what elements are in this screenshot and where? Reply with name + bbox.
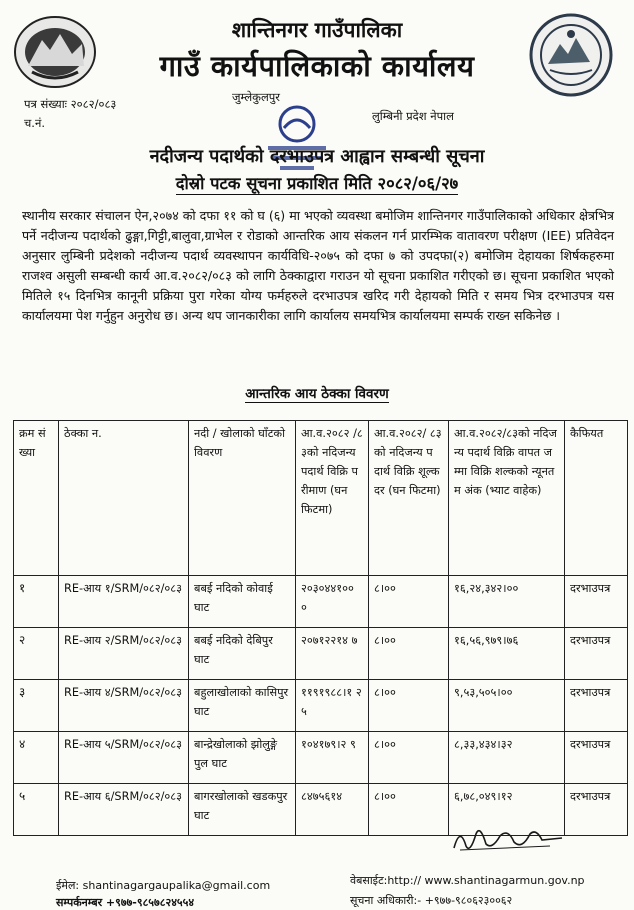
row-river: बहुलाखोलाको कासिपुर घाट [189,680,296,732]
info-officer-contact: सूचना अधिकारी:- +९७७-९८०६२३००६२ [350,894,513,907]
row-quantity: २०७१२२१४ ७ [296,628,369,680]
row-rate: ८।०० [369,680,449,732]
website-contact: वेबसाईट:http:// www.shantinagarmun.gov.np [350,874,585,887]
row-amount: १६,५६,९७९।७६ [449,628,565,680]
dispatch-number: च.नं. [24,116,45,130]
col-sn: क्रम सं ख्या [14,421,59,576]
table-row [14,628,628,680]
row-amount: ९,५३,५०५।०० [449,680,565,732]
row-remark: दरभाउपत्र [565,576,628,628]
notice-body: स्थानीय सरकार संचालन ऐन,२०७४ को दफा ११ को घ (६) मा भएको व्यवस्था बमोजिम शान्तिनगर गाउँपालिकाको अधिकार क्षेत्रभित्र पर्ने नदीजन्य पदार्थको ढुङ्गा,गिट्टी,बालुवा,ग्राभेल र रोडाको आन्तरिक आय संकलन गर्न प्रारम्भिक वातावरण परीक्षण (IEE) प्रतिवेदन अनुसार लुम्बिनी प्रदेशको नदीजन्य पदार्थ व्यवस्थापन कार्यविधि-२०७५ को दफा ७ को उपदफा(२) बमोजिम देहायका शिर्षकहरुमा राजश्व असुली सम्बन्धी कार्य आ.व.२०८२/०८३ को लागि ठेक्काद्वारा गराउन यो सूचना प्रकाशित गरीएको छ। सूचना प्रकाशित भएको मितिले १५ दिनभित्र कानूनी प्रक्रिया पुरा गरेका योग्य फर्महरुले दरभाउपत्र खरिद गरी देहायको मिति र समय भित्र दरभाउपत्र यस कार्यालयमा पेश गर्नुहुन अनुरोध छ। अन्य थप जानकारीका लागि कार्यालय समयभित्र कार्यालयमा सम्पर्क राख्न सकिनेछ । [22,208,614,323]
row-contract: RE-आय २/SRM/०८२/०८३ [59,628,189,680]
email-contact: ईमेल: shantinagargaupalika@gmail.com [56,879,271,892]
row-sn: ४ [14,732,59,784]
row-river: बान्द्रेखोलाको झोलुङ्गे पुल घाट [189,732,296,784]
row-quantity: १०४१७९।२ ९ [296,732,369,784]
row-sn: ३ [14,680,59,732]
row-remark: दरभाउपत्र [565,732,628,784]
row-contract: RE-आय ५/SRM/०८२/०८३ [59,732,189,784]
row-sn: ५ [14,784,59,836]
row-sn: २ [14,628,59,680]
municipality-name: शान्तिनगर गाउँपालिका [231,18,403,42]
row-sn: १ [14,576,59,628]
col-rate: आ.व.२०८२/ ८३को नदिजन्य पदार्थ विक्रि शूल्क दर (घन फिटमा) [369,421,449,576]
col-quantity: आ.व.२०८२ /८३को नदिजन्य पदार्थ विक्रि परीमाण (घन फिटमा) [296,421,369,576]
col-river: नदी / खोलाको घाँटको विवरण [189,421,296,576]
row-rate: ८।०० [369,732,449,784]
row-quantity: ११९१९८८।१ २५ [296,680,369,732]
table-row [14,576,628,628]
row-river: बबई नदिको देबिपुर घाट [189,628,296,680]
table-row [14,680,628,732]
contract-table [13,420,628,836]
row-remark: दरभाउपत्र [565,784,628,836]
row-contract: RE-आय १/SRM/०८२/०८३ [59,576,189,628]
letter-number: पत्र संख्याः २०८२/०८३ [24,97,117,111]
notice-subtitle: दोस्रो पटक सूचना प्रकाशित मिति २०८२/०६/२७ [175,174,459,193]
table-row [14,732,628,784]
province-label: लुम्बिनी प्रदेश नेपाल [372,109,454,123]
row-quantity: ८४७५६१४ [296,784,369,836]
district-location: जुम्लेकुलपुर [232,90,280,104]
row-remark: दरभाउपत्र [565,628,628,680]
row-rate: ८।०० [369,576,449,628]
col-remark: कैफियत [565,421,628,576]
phone-contact: सम्पर्कनम्बर +९७७-९८५७८२४५५४ [56,896,195,909]
row-contract: RE-आय ६/SRM/०८२/०८३ [59,784,189,836]
office-name: गाउँ कार्यपालिकाको कार्यालय [159,49,475,83]
row-rate: ८।०० [369,784,449,836]
row-amount: ८,३३,४३४।३२ [449,732,565,784]
row-contract: RE-आय ४/SRM/०८२/०८३ [59,680,189,732]
row-amount: ६,७८,०४९।१२ [449,784,565,836]
col-amount: आ.व.२०८२/८३को नदिजन्य पदार्थ विक्रि वापत जम्मा विक्रि शल्कको न्यूनतम अंक (भ्याट वाहेक) [449,421,565,576]
row-river: बागरखोलाको खडकपुर घाट [189,784,296,836]
row-amount: १६,२४,३४२।०० [449,576,565,628]
notice-title: नदीजन्य पदार्थको दरभाउपत्र आह्वान सम्बन्धी सूचना [149,146,485,167]
row-remark: दरभाउपत्र [565,680,628,732]
table-title: आन्तरिक आय ठेक्का विवरण [245,386,389,402]
row-rate: ८।०० [369,628,449,680]
table-header-row [14,421,628,576]
row-river: बबई नदिको कोवाई घाट [189,576,296,628]
row-quantity: २०३०४४१०० ० [296,576,369,628]
signature-icon [450,820,570,856]
col-contract: ठेक्का न. [59,421,189,576]
